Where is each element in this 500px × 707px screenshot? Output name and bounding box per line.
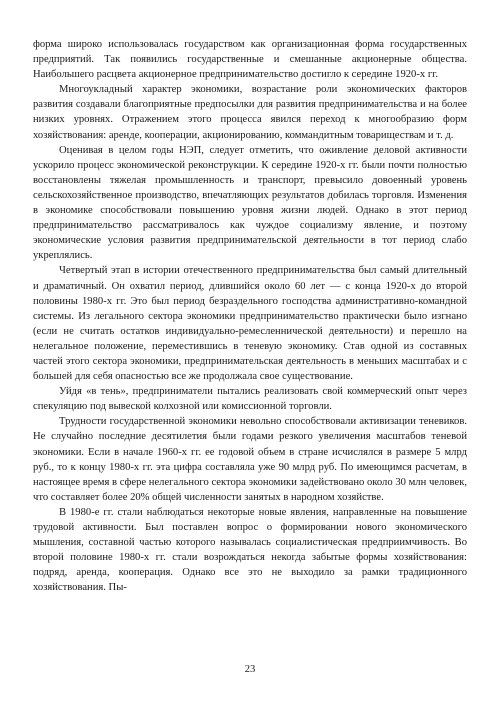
paragraph-shadow-entrepreneurs: Уйдя «в тень», предприниматели пытались реализовать свой коммерческий опыт через спекуляцию под вывеской колхозной или комиссионной торговли.: [33, 386, 467, 413]
paragraph-fourth-stage: Четвертый этап в истории отечественного предпринимательства был самый длительный и драматичный. Он охватил период, длившийся около 60 лет — с конца 1920-х до второй половины 1980-х гг. Это был период безраздельного господства административно-командной системы. Из легального сектора экономики предпринимательство практически было изгнано (если не считать остатков индивидуально-ремесленнической деятельности) и перешло на нелегальное положение, переместившись в теневую экономику. Став одной из составных частей этого сектора экономики, предпринимательская деятельность в меньших масштабах и с большей для себя опасностью все же продолжала свое существование.: [33, 265, 467, 383]
page-number: 23: [244, 664, 256, 675]
body-text: [33, 37, 467, 595]
paragraph-nep-assessment: Оценивая в целом годы НЭП, следует отметить, что оживление деловой активности ускорило процесс экономической реконструкции. К середине 1920-х гг. были почти полностью восстановлены тяжелая промышленность и транспорт, превысило довоенный уровень сельскохозяйственное производство, впечатляющих результатов добилась торговля. Изменения в экономике способствовали повышению уровня жизни людей. Однако в этот период предпринимательство рассматривалось как чуждое социализму явление, и поэтому экономические условия развития предпринимательской деятельности в тот период слабо укреплялись.: [33, 144, 467, 262]
paragraph-continuation: форма широко использовалась государством как организационная форма государственных предприятий. Так появились государственные и смешанные акционерные общества. Наибольшего расцвета акционерное предпринимательство достигло к середине 1920-х гг.: [33, 39, 467, 81]
paragraph-multistructure-economy: Многоукладный характер экономики, возрастание роли экономических факторов развития создавали благоприятные предпосылки для развития предпринимательства и на более низких уровнях. Отражением этого процесса явился переход к многообразию форм хозяйствования: аренде, кооперации, акционированию, коммандитным товариществам и т. д.: [33, 84, 467, 141]
paragraph-1980s: В 1980-е гг. стали наблюдаться некоторые новые явления, направленные на повышение трудовой активности. Был поставлен вопрос о формировании нового экономического мышления, составной частью которого называлась социалистическая предприимчивость. Во второй половине 1980-х гг. стали возрождаться некогда забытые формы хозяйствования: подряд, аренда, кооперация. Однако все это не выходило за рамки традиционного хозяйствования. Пы-: [33, 506, 467, 594]
paragraph-shadow-economy-growth: Трудности государственной экономики невольно способствовали активизации теневиков. Не случайно последние десятилетия были годами резкого увеличения масштабов теневой экономики. Если в начале 1960-х гг. ее годовой объем в стране исчислялся в размере 5 млрд руб., то к концу 1980-х гг. эта цифра составляла уже 90 млрд руб. По имеющимся расчетам, в настоящее время в сфере нелегального сектора экономики задействовано около 30 млн человек, что составляет более 20% общей численности занятых в народном хозяйстве.: [33, 416, 467, 503]
